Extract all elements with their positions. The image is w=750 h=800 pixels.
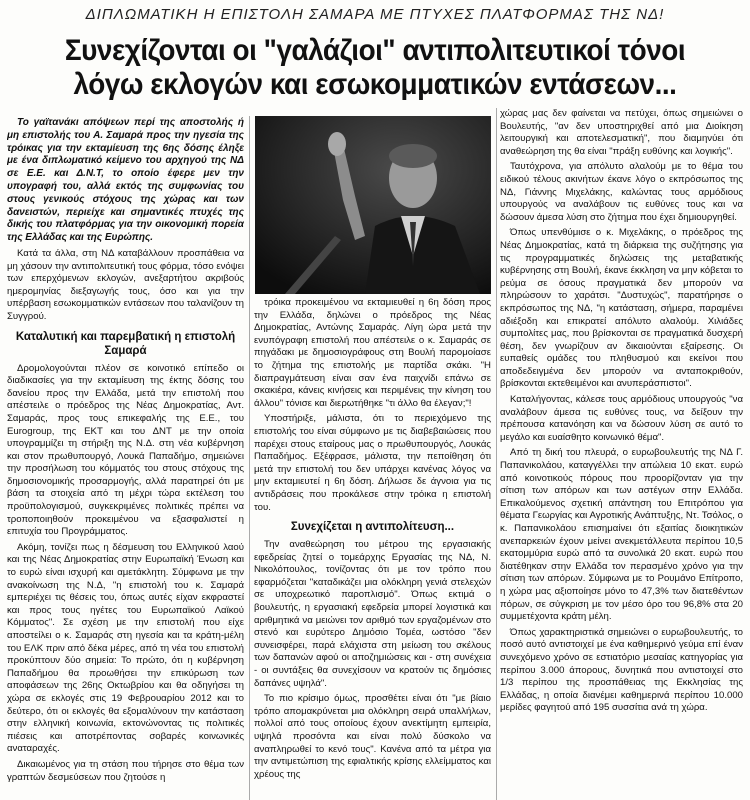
column-divider [496,108,497,800]
subheading: Καταλυτική και παρεμβατική η επιστολή Σαμαρά [15,330,236,357]
kicker: ΔΙΠΛΩΜΑΤΙΚΗ Η ΕΠΙΣΤΟΛΗ ΣΑΜΑΡΑ ΜΕ ΠΤΥΧΕΣ ΠΛΑΤΦΟΡΜΑΣ ΤΗΣ ΝΔ! [85,6,665,23]
column-divider [249,116,250,800]
speaker-photo [255,116,491,294]
subheading: Συνεχίζεται η αντιπολίτευση... [290,521,455,534]
paragraph: Όπως υπενθύμισε ο κ. Μιχελάκης, ο πρόεδρος της Νέας Δημοκρατίας, κατά τη διάρκεια της συζήτησης για τις προγραμματικές δηλώσεις της μεταβατικής κυβέρνησης στη Βουλή, έκανε έκκληση να μην κόβεται το ρεύμα σε όσους πραγματικά δεν μπορούν να πληρώσουν το χαράτσι. "Δυστυχώς", παρατήρησε ο εκπρόσωπος της ΝΔ, "η κατάσταση, σήμερα, παραμένει αδιέξοδη και επικρατεί απόλυτο αλαλούμ. Χιλιάδες συμπολίτες μας, που βρίσκονται σε πραγματικά δυσχερή θέση, δεν γνωρίζουν αν δικαιούνται εξαίρεσης. Οι ευπαθείς ομάδες του πληθυσμού και εκείνοι που αποδεδειγμένα δεν μπορούν να ανταποκριθούν, βρίσκονται εκτεθειμένοι και ανυπεράσπιστοι". [500,227,743,390]
headline-line-1: Συνεχίζονται οι "γαλάζιοι" αντιπολιτευτικοί τόνοι [64,34,686,67]
lead-paragraph: Το γαϊτανάκι απόψεων περί της αποστολής ή μη επιστολής του Α. Σαμαρά προς την ηγεσία της τρόικας για την εκταμίευση της 6ης δόσης έληξε με ένα διπλωματικό κείμενο του αρχηγού της ΝΔ σε Ε.Ε. και Δ.Ν.Τ, το οποίο έφερε μεν την υπογραφή του, αλλά εκτός της συμφωνίας του στους γενικούς στόχους της χώρας και των δανειστών, περιείχε και σημαντικές πτυχές της δικής του πλατφόρμας για την οικονομική πορεία της Ελλάδας και της Ευρώπης. [7,117,244,244]
article-column-3 [500,108,743,800]
paragraph: Όπως χαρακτηριστικά σημειώνει ο ευρωβουλευτής, το ποσό αυτό αντιστοιχεί με ένα καθημερινό γεύμα επί έναν συνεχόμενο χρόνο σε εστιατόριο μεσαίας κατηγορίας για περίπου 3.000 άπορους, δυνητικά που αντιστοιχεί στο 1/3 περίπου της προσπάθειας της Εκκλησίας της Ελλάδας, η οποία διανέμει καθημερινά περίπου 10.000 μερίδες φαγητού από 195 συσσίτια ανά τη χώρα. [500,626,743,714]
paragraph: χώρας μας δεν φαίνεται να πετύχει, όπως σημειώνει ο Βουλευτής, "αν δεν υποστηριχθεί από μια Διοίκηση λειτουργική και αποτελεσματική", που διαμηνύει ότι αναθεώρηση της θα είναι "πράξη ευθύνης και λογικής". [500,108,743,157]
article-column-1 [7,117,244,800]
paragraph: Ταυτόχρονα, για απόλυτο αλαλούμ με το θέμα του ειδικού τέλους ακινήτων έκανε λόγο ο εκπρόσωπος της ΝΔ, Γιάννης Μιχελάκης, καλώντας τους αρμόδιους υπουργούς να αναλάβουν τις ευθύνες τους και να δώσουν άμεσα λύση στο ζήτημα που έχει δημιουργηθεί. [500,161,743,223]
paragraph: Δικαιωμένος για τη στάση που τήρησε στο θέμα των γραπτών δεσμεύσεων που ζητούσε η [7,758,244,783]
paragraph: τρόικα προκειμένου να εκταμιευθεί η 6η δόση προς την Ελλάδα, δηλώνει ο πρόεδρος της Νέας Δημοκρατίας, Αντώνης Σαμαράς. Λίγη ώρα μετά την ενυπόγραφη επιστολή που απέστειλε ο κ. Σαμαράς σε πηγάδακι με δημοσιογράφους στη Βουλή παρομοίασε το ζήτημα της επιστολής με παρτίδα σκάκι. "Η διαπραγμάτευση είναι σαν ένα παιχνίδι επάνω σε σκακιέρα, κάνεις κινήσεις και περιμένεις την κίνηση του άλλου" τόνισε και διερωτήθηκε "τι άλλο θα έλεγαν;"! [254,297,491,409]
paragraph: Υποστήριξε, μάλιστα, ότι το περιεχόμενο της επιστολής του είναι σύμφωνο με τις διαβεβαιώσεις που παρέχει στους εταίρους μας ο πρωθυπουργός, Λουκάς Παπαδήμος. Εξέφρασε, μάλιστα, την πεποίθηση ότι μετά την επιστολή του δεν υπάρχει κανένας λόγος να μην εκταμιευτεί η 6η δόση. Δήλωσε δε άγνοια για τις αντιδράσεις που προκάλεσε στην τρόικα η επιστολή του. [254,413,491,513]
paragraph: Δρομολογούνται πλέον σε κοινοτικό επίπεδο οι διαδικασίες για την εκταμίευση της έκτης δόσης του δανείου προς την Ελλάδα, μετά την επιστολή που απέστειλε ο πρόεδρος της Νέας Δημοκρατίας, Αντ. Σαμαράς, προς τους επικεφαλής της Ε.Ε., του Eurogroup, της ΕΚΤ και του ΔΝΤ με την οποία υπογραμμίζει τη στήριξη της Ν.Δ. στη νέα κυβέρνηση και στον πρωθυπουργό, Λουκά Παπαδήμο, σημειώνει την προσήλωση του κόμματός του στους στόχους της δημοσιονομικής προσαρμογής, αλλά παρατηρεί ότι με βάση τα στοιχεία από τη μέχρι τώρα εκτέλεση του προϋπολογισμού, συγκεκριμένες πολιτικές πρέπει να τροποποιηθούν προκειμένου να εξασφαλιστεί η επιτυχία του Προγράμματος. [7,362,244,538]
headline [36,34,715,102]
paragraph: Την αναθεώρηση του μέτρου της εργασιακής εφεδρείας ζητεί ο τομεάρχης Εργασίας της ΝΔ, Ν. Νικολόπουλος, τονίζοντας ότι με τον τρόπο που εφαρμόζεται "καταδικάζει μια ολόκληρη γενιά στελεχών σε υποχρεωτικό παροπλισμό". Όπως εκτιμά ο βουλευτής, η εργασιακή εφεδρεία μπορεί λογιστικά και αριθμητικά να μειώνει τον αριθμό των εργαζομένων στο στενό και ευρύτερο Δημόσιο Τομέα, ωστόσο "δεν συνεισφέρει, παρά ελάχιστα στη μείωση του σκέλους των δαπανών αφού οι αποζημιώσεις και - στη συνέχεια - οι συντάξεις θα συνεχίσουν να κρατούν τις δημόσιες δαπάνες υψηλά". [254,539,491,689]
article-column-2 [254,297,491,800]
paragraph: Καταλήγοντας, κάλεσε τους αρμόδιους υπουργούς "να αναλάβουν άμεσα τις ευθύνες τους, να δείξουν την πρέπουσα κατανόηση και να δώσουν λύση σε αυτό το μεγάλο και ευαίσθητο κοινωνικό θέμα". [500,394,743,443]
paragraph: Από τη δική του πλευρά, ο ευρωβουλευτής της ΝΔ Γ. Παπανικολάου, καταγγέλλει την απώλεια 10 εκατ. ευρώ από κοινοτικούς πόρους που προορίζονταν για την σίτιση των απόρων και των αστέγων στην Ελλάδα. Επικαλούμενος σχετική απάντηση του Επιτρόπου για θέματα Γεωργίας και Αγροτικής Ανάπτυξης, Ντ. Τσόλος, ο κ. Παπανικολάου επισημαίνει ότι εξαιτίας διοικητικών ανεπαρκειών έχουν μείνει ανεκμετάλλευτα περίπου 10,5 εκατομμύρια ευρώ από τα συνολικά 20 εκατ. ευρώ που διατέθηκαν στην Ελλάδα τον περασμένο χρόνο για την σίτιση των απόρων. Σύμφωνα με το Ρουμάνο Επίτροπο, η χώρα μας αξιοποίησε μόνο το 47,3% των διατεθέντων πόρων, σε σύγκριση με τον μέσο όρο του 96,8% στα 20 συμμετέχοντα κράτη μέλη. [500,447,743,623]
paragraph: Ακόμη, τονίζει πως η δέσμευση του Ελληνικού λαού και της Νέας Δημοκρατίας στην Ευρωπαϊκή Ένωση και το ευρώ είναι ισχυρή και αμετάκλητη. Σύμφωνα με την ανακοίνωση της Ν.Δ, "η επιστολή του κ. Σαμαρά εμπεριέχει τις θέσεις του, όπως αυτές είχαν εκφραστεί και προς τους ηγέτες του Ευρωπαϊκού Λαϊκού Κόμματος". Σε σχέση με την επιστολή που είχε αποστείλει ο κ. Σαμαράς στη ηγεσία και τα κράτη-μέλη του ΕΛΚ πριν από δέκα μέρες, από τη νέα του επιστολή προκύπτουν δύο σημεία: Το πρώτο, ότι η κυβέρνηση Παπαδήμου θα προωθήσει την επικύρωση των αποφάσεων της 26ης Οκτωβρίου και θα οδηγήσει τη χώρα σε εκλογές στις 19 Φεβρουαρίου 2012 και το δεύτερο, ότι οι εκλογές θα εξομαλύνουν την κατάσταση στην ελληνική κοινωνία, εκτονώνοντας τις πολιτικές πιέσεις και αποτρέποντας σοβαρές κοινωνικές αναταραχές. [7,541,244,755]
headline-line-2: λόγω εκλογών και εσωκομματικών εντάσεων... [73,68,677,101]
paragraph: Κατά τα άλλα, στη ΝΔ καταβάλλουν προσπάθεια να μη χάσουν την αντιπολιτευτική τους φόρμα, τόσο ενόψει των επερχόμενων εκλογών, ανεξαρτήτου ακριβούς ημερομηνίας διεξαγωγής τους, όσο και για την υπέρβαση εσωκομματικών εντάσεων που ταλανίζουν τη Συγγρού. [7,247,244,322]
photo-illustration [255,116,491,294]
paragraph: Το πιο κρίσιμο όμως, προσθέτει είναι ότι "με βίαιο τρόπο απομακρύνεται μια ολόκληρη σειρά υπαλλήλων, πολλοί από τους οποίους έχουν ανεκτίμητη εμπειρία, υψηλά προσόντα και είναι πολύ δύσκολο να αναπληρωθεί το κενό τους". Κανένα από τα μέτρα για την αντιμετώπιση της εφιαλτικής κρίσης ελλείμματος και χρέους της [254,693,491,780]
